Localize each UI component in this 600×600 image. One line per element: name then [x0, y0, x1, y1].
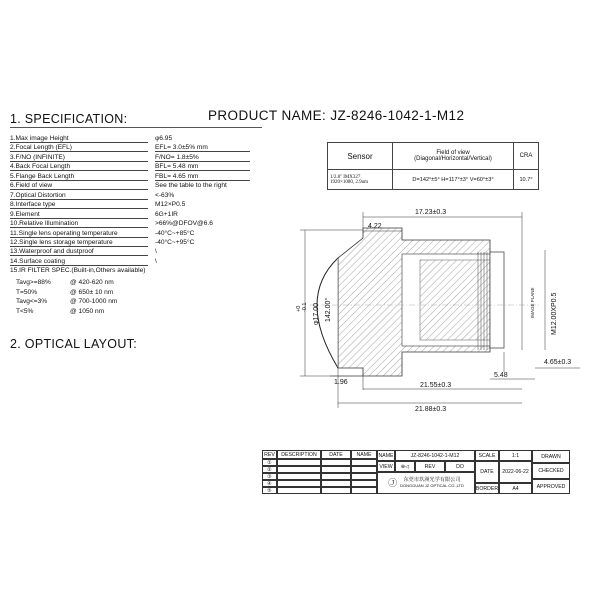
spec-label: 8.Interface type	[10, 201, 56, 209]
product-title: PRODUCT NAME: JZ-8246-1042-1-M12	[208, 108, 465, 123]
ir-row	[16, 297, 118, 306]
rev-empty-cell	[277, 466, 321, 473]
ir-key: Tavg>=88%	[16, 279, 51, 286]
lens-housing	[338, 228, 504, 376]
spec-value: -40°C~+85°C	[155, 229, 195, 237]
spec-value: \	[155, 257, 157, 265]
sensor-resolution: 1920×1080, 2.9um	[330, 179, 368, 185]
cra-header: CRA	[514, 143, 539, 170]
tb-border-label: BORDER	[475, 483, 499, 494]
spec-row	[10, 200, 310, 209]
sensor-header: Sensor	[328, 143, 393, 170]
spec-row	[10, 238, 310, 247]
spec-label: 5.Flange Back Length	[10, 172, 75, 180]
spec-value: 6G+1IR	[155, 210, 178, 218]
spec-value: >66%@DFOV@6.6	[155, 220, 213, 228]
lens-drawing	[290, 200, 590, 415]
company-logo-icon: Ⓙ	[388, 478, 398, 488]
spec-section-title: 1. SPECIFICATION:	[10, 112, 128, 126]
tb-date-label: DATE	[475, 461, 499, 483]
spec-row	[10, 247, 310, 256]
spec-value: φ6.95	[155, 135, 173, 142]
tb-drawn: DRAWN	[532, 450, 570, 463]
ir-value: @ 650± 10 nm	[70, 288, 114, 296]
ir-row	[16, 307, 105, 316]
tb-name-header: NAME	[351, 450, 377, 459]
spec-label: 2.Focal Length (EFL)	[10, 144, 72, 152]
spec-row	[10, 162, 310, 171]
title-underline	[10, 127, 262, 128]
rev-empty-cell	[351, 487, 377, 494]
rev-empty-cell	[351, 459, 377, 466]
title-block	[262, 450, 570, 494]
rev-empty-cell	[351, 480, 377, 487]
tb-border-value: A4	[499, 483, 532, 494]
company-name-cn: 东莞市玖洲光学有限公司	[403, 477, 461, 483]
spec-value: <-63%	[155, 191, 175, 199]
sensor-table	[327, 142, 539, 190]
spec-value: See the table to the right	[155, 182, 227, 190]
company-name-en: DONGGUAN JZ OPTICAL CO.,LTD	[400, 483, 464, 488]
spec-label: 4.Back Focal Length	[10, 163, 71, 171]
rev-empty-cell	[351, 466, 377, 473]
dim-left-tol: +0-0.1	[296, 302, 308, 312]
image-plane-label: IMAGE PLANE	[530, 287, 535, 318]
spec-label: 3.F/NO (INFINITE)	[10, 153, 65, 161]
ir-filter-title: 15.IR FILTER SPEC.(Built-in,Others available)	[10, 267, 146, 274]
tb-approved: APPROVED	[532, 479, 570, 494]
fov-header	[393, 143, 514, 170]
dim-bfl: 5.48	[494, 372, 508, 379]
ir-value: @ 700-1000 nm	[70, 298, 118, 305]
spec-value: \	[155, 248, 157, 256]
spec-value: F/NO= 1.8±5%	[155, 153, 199, 161]
rev-empty-cell	[321, 466, 351, 473]
ir-key: T<5%	[16, 307, 34, 315]
dim-front: 1.96	[334, 379, 348, 386]
spec-value: M12×P0.5	[155, 201, 186, 209]
fov-cell: D=142°±5° H=117°±3° V=60°±3°	[393, 170, 514, 190]
spec-row	[10, 172, 310, 181]
spec-row	[10, 219, 310, 228]
fov-header-line1: Field of view	[436, 150, 470, 156]
spec-value: FBL= 4.65 mm	[155, 172, 199, 180]
sensor-model: 1/2.8'' IMX327	[330, 174, 361, 180]
rev-empty-cell	[351, 473, 377, 480]
rev-mark: ④	[262, 480, 277, 487]
projection-symbol-icon: ⊕◁	[395, 461, 415, 472]
spec-label: 12.Single lens storage temperature	[10, 238, 113, 246]
spec-label: 13.Waterproof and dustproof	[10, 248, 94, 256]
cra-cell: 10.7°	[514, 170, 539, 190]
spec-row	[10, 210, 310, 219]
spec-row	[10, 181, 310, 190]
tb-scale-label: SCALE	[475, 450, 499, 461]
ir-row	[16, 288, 114, 297]
spec-row	[10, 257, 310, 266]
rev-empty-cell	[277, 473, 321, 480]
dim-total: 21.88±0.3	[415, 406, 447, 413]
tb-date-header: DATE	[321, 450, 351, 459]
rev-empty-cell	[277, 480, 321, 487]
sensor-cell	[328, 170, 393, 190]
spec-row	[10, 153, 310, 162]
tb-company	[377, 472, 475, 494]
dim-top-small: 4.22	[368, 223, 382, 230]
ir-row	[16, 278, 114, 287]
spec-value: EFL= 3.0±5% mm	[155, 144, 208, 152]
tb-checked: CHECKED	[532, 463, 570, 479]
fov-header-line2: (Diagonal/Horizontal/Vertical)	[414, 156, 492, 162]
ir-key: Tavg<=3%	[16, 298, 48, 305]
spec-value: -40°C~+95°C	[155, 238, 195, 246]
spec-label: 14.Surface coating	[10, 257, 65, 265]
rev-empty-cell	[321, 473, 351, 480]
tb-view-label: VIEW	[377, 461, 395, 472]
spec-label: 6.Field of view	[10, 182, 53, 190]
dim-dia-angle: 142.00°	[325, 297, 332, 322]
spec-value: BFL= 5.48 mm	[155, 163, 199, 171]
ir-key: T=50%	[16, 288, 38, 296]
rev-mark: ②	[262, 466, 277, 473]
spec-label: 10.Relative Illumination	[10, 220, 79, 228]
dim-flange: 4.65±0.3	[544, 359, 572, 366]
dim-thread: M12.00XP0.5	[551, 292, 558, 335]
rev-mark: ⑤	[262, 487, 277, 494]
spec-label: 7.Optical Distortion	[10, 191, 66, 199]
rev-empty-cell	[321, 487, 351, 494]
ir-value: @ 420-620 nm	[70, 279, 114, 286]
dim-top-total: 17.23±0.3	[415, 209, 447, 216]
rev-mark: ③	[262, 473, 277, 480]
tb-description-header: DESCRIPTION	[277, 450, 321, 459]
layout-section-title: 2. OPTICAL LAYOUT:	[10, 337, 137, 351]
tb-name-label: NAME	[377, 450, 395, 461]
tb-rev-header: REV	[262, 450, 277, 459]
spec-label: 9.Element	[10, 210, 40, 218]
rev-empty-cell	[321, 459, 351, 466]
spec-row	[10, 229, 310, 238]
spec-row	[10, 143, 310, 152]
rev-mark: ①	[262, 459, 277, 466]
tb-rev-value: DO	[445, 461, 475, 472]
spec-label: 11.Single lens operating temperature	[10, 229, 118, 237]
tb-scale-value: 1:1	[499, 450, 532, 461]
tb-date-value: 2022-06-22	[499, 461, 532, 483]
dim-mid: 21.55±0.3	[420, 382, 452, 389]
rev-empty-cell	[277, 459, 321, 466]
spec-row	[10, 191, 310, 200]
dim-dia-outer: φ17.00	[313, 302, 320, 325]
tb-rev-label: REV	[415, 461, 445, 472]
rev-empty-cell	[277, 487, 321, 494]
spec-label-underline	[10, 265, 148, 266]
spec-row	[10, 134, 310, 143]
tb-name-value: JZ-8246-1042-1-M12	[395, 450, 475, 461]
ir-value: @ 1050 nm	[70, 307, 105, 315]
rev-empty-cell	[321, 480, 351, 487]
spec-label: 1.Max image Height	[10, 135, 69, 142]
